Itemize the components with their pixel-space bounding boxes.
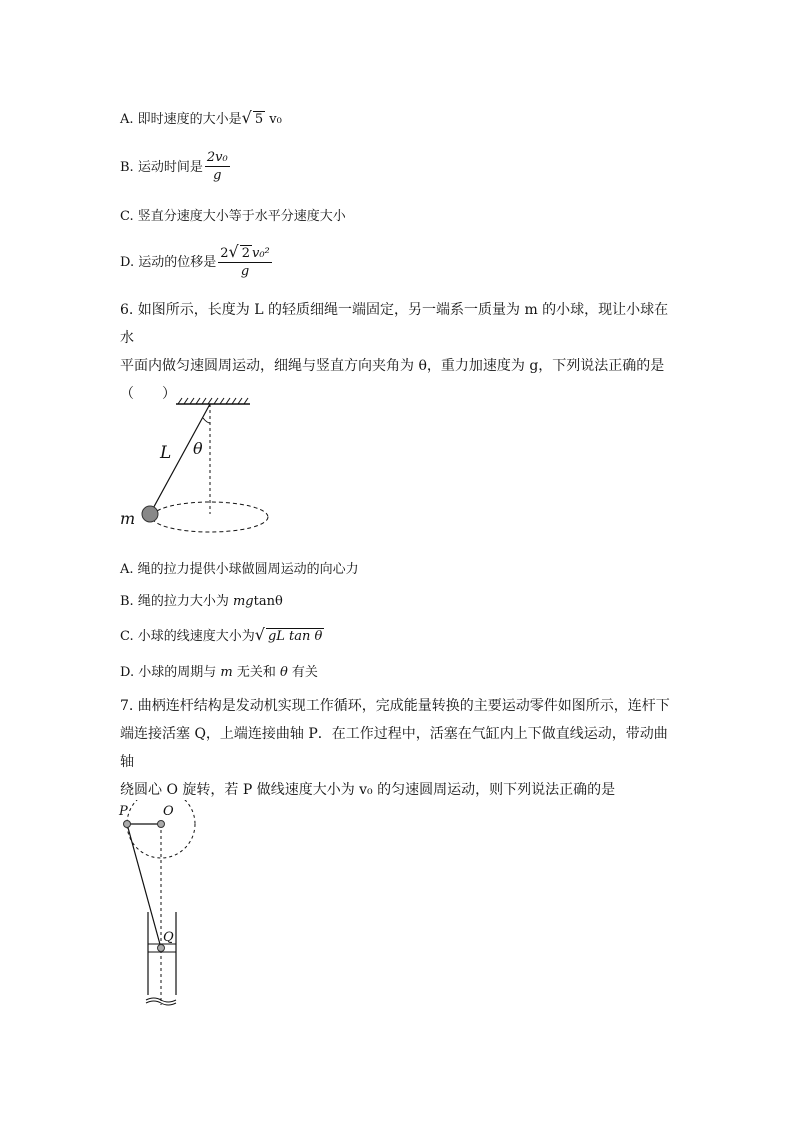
q5-option-a-tail: v₀: [269, 112, 282, 127]
q6-option-c-radicand: gL tan θ: [267, 629, 323, 644]
q7-stem-line-1: 7. 曲柄连杆结构是发动机实现工作循环，完成能量转换的主要运动零件如图所示，连杆下: [120, 698, 670, 714]
q6-option-b: [120, 592, 283, 612]
q5-option-c: [120, 207, 346, 227]
label-m: m: [120, 509, 136, 528]
q6-option-d-prefix: D. 小球的周期与: [120, 665, 221, 680]
q5-option-c-text: C. 竖直分速度大小等于水平分速度大小: [120, 209, 346, 224]
q6-option-c-prefix: C. 小球的线速度大小为: [120, 629, 255, 644]
q6-option-b-tail: tanθ: [253, 594, 283, 609]
q5-option-d-numerator-tail: v₀²: [252, 246, 270, 261]
label-o: O: [163, 804, 174, 819]
connecting-rod: [127, 824, 161, 948]
angle-arc: [203, 418, 210, 423]
label-q: Q: [163, 930, 174, 945]
q5-option-a: [120, 108, 282, 130]
q5-option-b: [120, 150, 230, 185]
q6-stem-line-2: 平面内做匀速圆周运动，细绳与竖直方向夹角为 θ，重力加速度为 g，下列说法正确的是: [120, 358, 665, 374]
q7-stem: [120, 692, 680, 804]
q5-option-a-radicand: 5: [254, 112, 264, 127]
ceiling-hatch: [178, 398, 248, 404]
pin-q: [158, 945, 165, 952]
label-l: L: [160, 443, 172, 463]
q6-option-d-m: m: [220, 665, 233, 680]
label-theta: θ: [193, 439, 203, 458]
q5-option-d-fraction: [218, 244, 272, 281]
label-p: P: [119, 804, 128, 819]
q6-option-d-theta: θ: [279, 665, 288, 680]
q6-option-c: [120, 625, 324, 647]
q6-option-b-prefix: B. 绳的拉力大小为: [120, 594, 233, 609]
q6-option-a: [120, 560, 359, 580]
q5-option-b-fraction: [205, 150, 230, 185]
q6-stem-line-1: 6. 如图所示，长度为 L 的轻质细绳一端固定，另一端系一质量为 m 的小球，现让小球在水: [120, 302, 669, 346]
q5-option-b-denominator: g: [213, 168, 222, 183]
q5-option-d: [120, 244, 272, 281]
q7-figure-crank-mechanism: [110, 800, 220, 1015]
string-line: [150, 404, 210, 514]
q5-option-d-numerator: [218, 244, 272, 263]
q5-option-d-prefix: D. 运动的位移是: [120, 255, 217, 270]
pin-p: [124, 821, 131, 828]
q6-stem-line-3: （ ）: [120, 386, 176, 402]
q5-option-b-numerator: 2v₀: [206, 150, 228, 165]
q5-option-d-radicand: 2: [241, 246, 250, 261]
q6-option-d-mid: 无关和: [232, 665, 280, 680]
q7-stem-line-3: 绕圆心 O 旋转，若 P 做线速度大小为 v₀ 的匀速圆周运动，则下列说法正确的是: [120, 782, 616, 798]
q6-option-a-text: A. 绳的拉力提供小球做圆周运动的向心力: [120, 562, 359, 577]
q6-option-b-expr: mg: [232, 594, 254, 609]
q5-option-b-prefix: B. 运动时间是: [120, 160, 203, 175]
q5-option-d-denominator: g: [240, 264, 250, 279]
sqrt-symbol: √: [228, 242, 239, 261]
q5-option-d-coef: 2: [220, 246, 229, 261]
sqrt-symbol: √: [241, 108, 252, 127]
sqrt-symbol: √: [254, 625, 265, 644]
q6-option-d: [120, 663, 318, 683]
q6-option-d-tail: 有关: [287, 665, 318, 680]
q5-option-a-prefix: A. 即时速度的大小是: [120, 112, 242, 127]
pin-o: [158, 821, 165, 828]
ball: [142, 506, 158, 522]
q6-figure-conical-pendulum: [110, 392, 280, 537]
q7-stem-line-2: 端连接活塞 Q，上端连接曲轴 P．在工作过程中，活塞在气缸内上下做直线运动，带动曲轴: [120, 726, 668, 770]
